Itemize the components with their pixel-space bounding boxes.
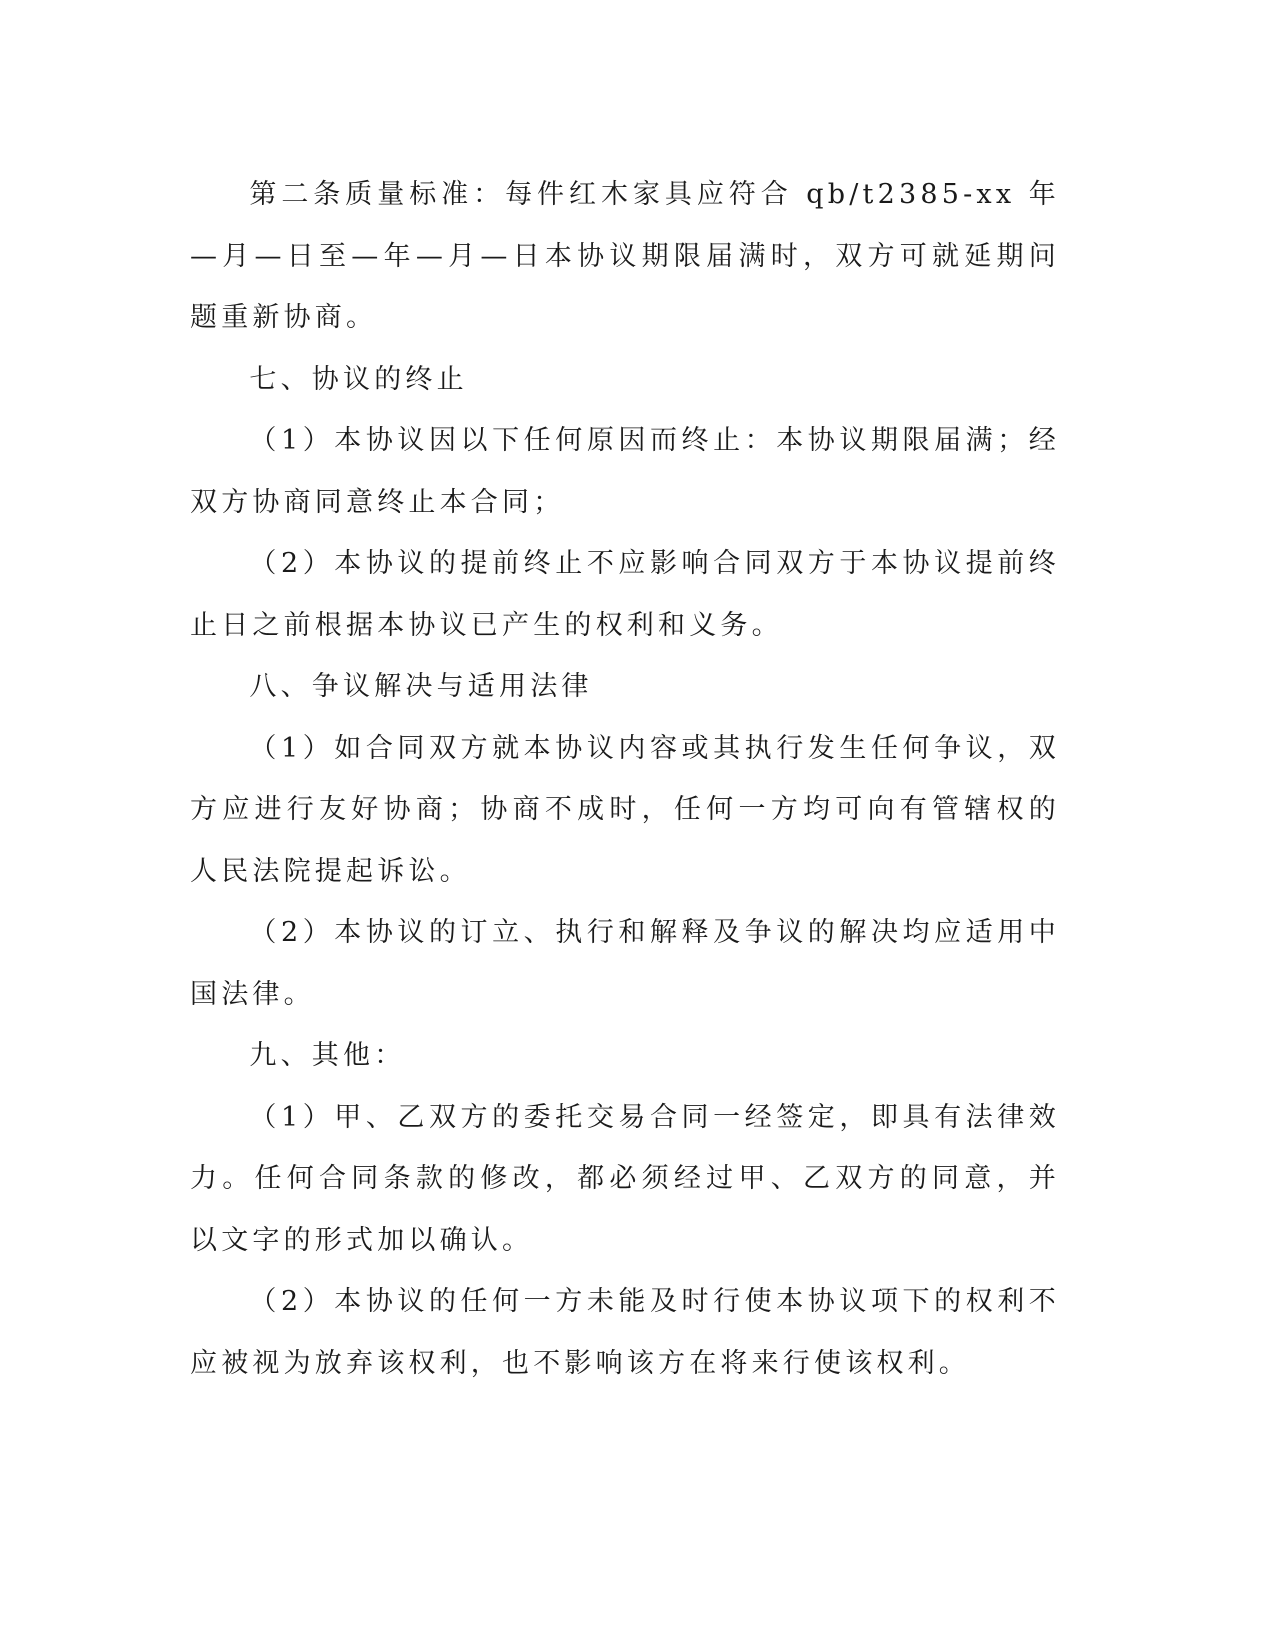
paragraph-quality-standard: 第二条质量标准：每件红木家具应符合 qb/t2385-xx 年—月—日至—年—月—日本协议期限届满时，双方可就延期问题重新协商。: [190, 179, 1060, 333]
paragraph-other-1: （1）甲、乙双方的委托交易合同一经签定，即具有法律效力。任何合同条款的修改，都必须经过甲、乙双方的同意，并以文字的形式加以确认。: [190, 1101, 1060, 1256]
heading-other: 九、其他：: [249, 1040, 406, 1071]
paragraph-other-2: （2）本协议的任何一方未能及时行使本协议项下的权利不应被视为放弃该权利，也不影响该方在将来行使该权利。: [190, 1286, 1060, 1379]
paragraph-termination-1: （1）本协议因以下任何原因而终止：本协议期限届满；经双方协商同意终止本合同；: [190, 425, 1060, 518]
paragraph-dispute-1: （1）如合同双方就本协议内容或其执行发生任何争议，双方应进行友好协商；协商不成时，任何一方均可向有管辖权的人民法院提起诉讼。: [190, 732, 1060, 887]
heading-termination: 七、协议的终止: [249, 363, 468, 395]
paragraph-dispute-2: （2）本协议的订立、执行和解释及争议的解决均应适用中国法律。: [190, 917, 1060, 1010]
paragraph-termination-2: （2）本协议的提前终止不应影响合同双方于本协议提前终止日之前根据本协议已产生的权利和义务。: [190, 548, 1060, 641]
heading-dispute-resolution: 八、争议解决与适用法律: [249, 671, 593, 702]
document-body: [190, 164, 1060, 1394]
